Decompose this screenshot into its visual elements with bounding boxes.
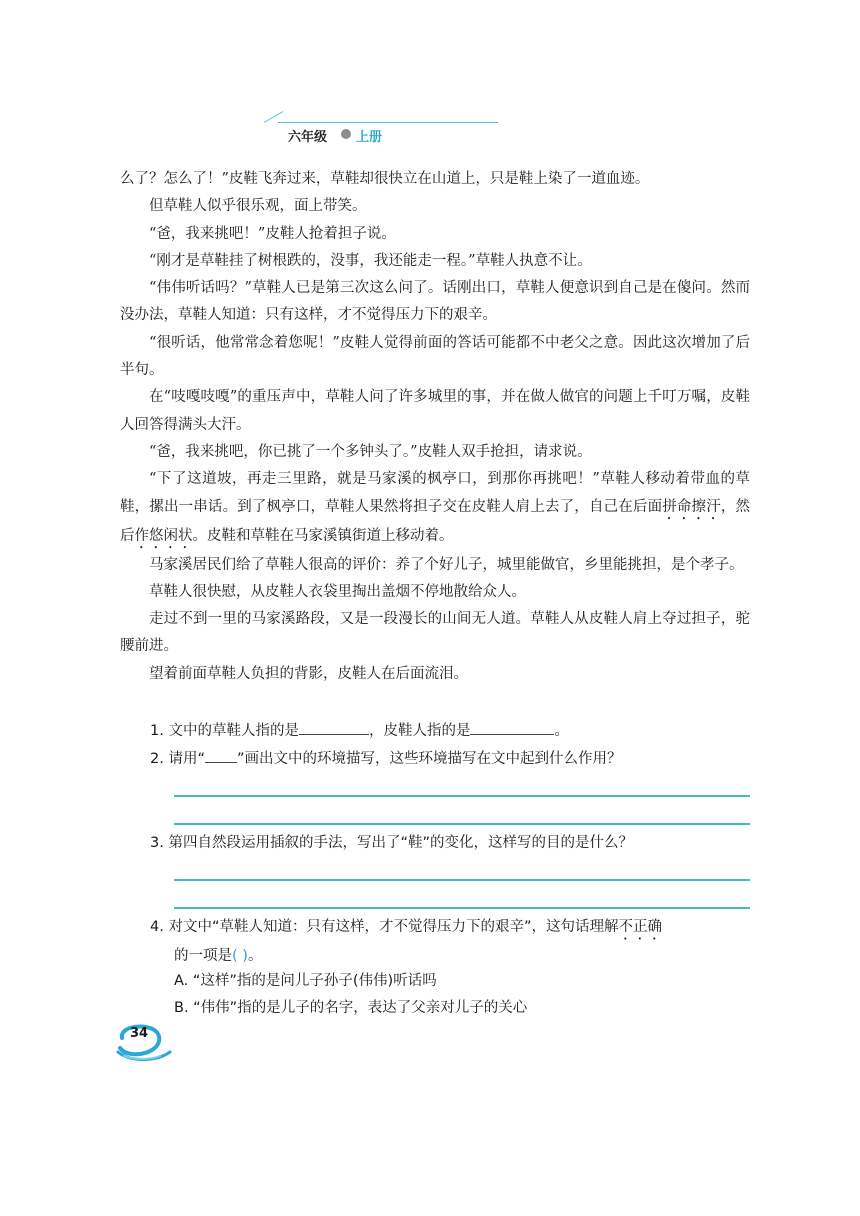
text-run: 。皮鞋和草鞋在马家溪镇街道上移动着。 (192, 527, 454, 544)
paragraph: 走过不到一里的马家溪路段，又是一段漫长的山间无人道。草鞋人从皮鞋人肩上夺过担子，驼腰前进。 (120, 611, 750, 655)
question-text: 。 (247, 948, 263, 964)
emphasized-phrase: 不正确 (618, 919, 662, 935)
answer-parentheses[interactable]: ( ) (232, 948, 248, 964)
question-text: 。 (554, 723, 569, 739)
page-number: 34 (130, 1026, 149, 1041)
paragraph: 望着前面草鞋人负担的背影，皮鞋人在后面流泪。 (149, 665, 468, 682)
paragraph: “刚才是草鞋挂了树根跌的，没事，我还能走一程。”草鞋人执意不让。 (149, 252, 592, 269)
option-a: A. “这样”指的是问儿子孙子(伟伟)听话吗 (174, 973, 437, 989)
paragraph (120, 466, 750, 551)
paragraph: 草鞋人很快慰，从皮鞋人衣袋里掏出盖烟不停地散给众人。 (149, 583, 526, 600)
underline-sample (205, 748, 237, 763)
question-3: 3. 第四自然段运用插叙的手法，写出了“鞋”的变化，这样写的目的是什么？ (150, 835, 633, 851)
paragraph: 在“吱嘎吱嘎”的重压声中，草鞋人问了许多城里的事，并在做人做官的问题上千叮万嘱，皮鞋人回答得满头大汗。 (120, 389, 750, 433)
question-text: 2. 请用“ (150, 751, 205, 767)
paragraph: 但草鞋人似乎很乐观，面上带笑。 (149, 198, 367, 215)
text-run: “下了这道坡，再走三里路，就是马家溪的枫亭口，到那你再挑吧！”草鞋人移动着带血的草鞋，摞出一串话。到了枫亭口，草鞋人果然将担子交在皮鞋人肩上去了，自己在后面 (120, 471, 750, 515)
question-text: 的一项是 (174, 948, 232, 964)
paragraph: “爸，我来挑吧！”皮鞋人抢着担子说。 (149, 225, 396, 242)
question-text: 1. 文中的草鞋人指的是 (150, 723, 299, 739)
emphasized-phrase: 拼命擦汗 (662, 498, 721, 515)
question-2 (150, 746, 621, 772)
question-text: ”画出文中的环境描写，这些环境描写在文中起到什么作用？ (236, 751, 622, 767)
paragraph: “爸，我来挑吧，你已挑了一个多钟头了。”皮鞋人双手抢担，请求说。 (149, 443, 592, 460)
option-b: B. “伟伟”指的是儿子的名字，表达了父亲对儿子的关心 (174, 1000, 528, 1016)
header-dot-icon (341, 129, 351, 139)
answer-line[interactable] (174, 795, 750, 797)
question-1 (150, 718, 569, 744)
question-4 (150, 914, 750, 969)
answer-blank[interactable] (470, 720, 554, 735)
paragraph: 么了？怎么了！”皮鞋飞奔过来，草鞋却很快立在山道上，只是鞋上染了一道血迹。 (120, 171, 650, 187)
answer-line[interactable] (174, 907, 750, 909)
question-text: 4. 对文中“草鞋人知道：只有这样，才不觉得压力下的艰辛”，这句话理解 (150, 919, 619, 935)
paragraph: 马家溪居民们给了草鞋人很高的评价：养了个好儿子，城里能做官，乡里能挑担，是个孝子。 (149, 556, 744, 573)
question-text: ，皮鞋人指的是 (368, 723, 471, 739)
answer-line[interactable] (174, 823, 750, 825)
answer-blank[interactable] (299, 720, 369, 735)
volume-label: 上册 (356, 130, 383, 145)
answer-line[interactable] (174, 879, 750, 881)
reading-passage (120, 166, 750, 688)
page-header (258, 118, 498, 144)
grade-label: 六年级 (288, 130, 328, 145)
paragraph: “很听话，他常常念着您呢！”皮鞋人觉得前面的答话可能都不中老父之意。因此这次增加了后半句。 (120, 334, 750, 379)
paragraph: “伟伟听话吗？”草鞋人已是第三次这么问了。话刚出口，草鞋人便意识到自己是在傻问。然而没办法，草鞋人知道：只有这样，才不觉得压力下的艰辛。 (120, 280, 750, 324)
emphasized-phrase: 作悠闲状 (134, 527, 193, 544)
header-rule (278, 122, 498, 123)
text-run: ，然后 (120, 498, 751, 544)
